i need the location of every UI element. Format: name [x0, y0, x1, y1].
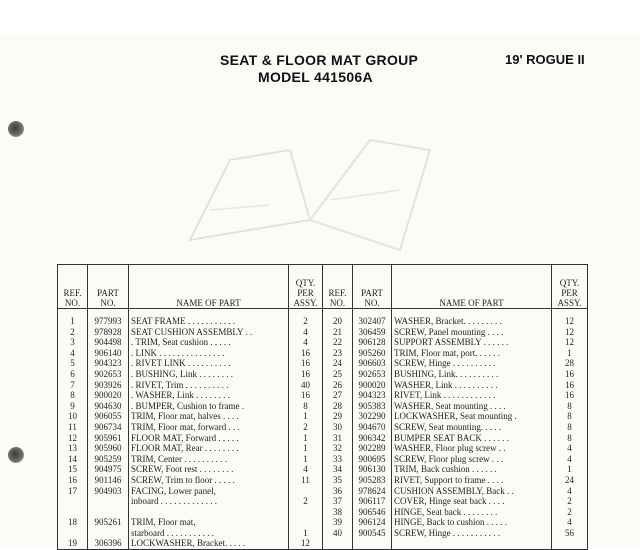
- part-no-cell: 904670: [353, 422, 392, 433]
- part-name-cell: BUMPER SEAT BACK . . . . . .: [392, 433, 552, 444]
- part-name-cell: SCREW, Hinge . . . . . . . . . .: [392, 358, 552, 369]
- qty-cell: 4: [289, 464, 323, 475]
- part-name-cell: . RIVET LINK . . . . . . . . . .: [129, 358, 289, 369]
- part-name-cell: WASHER, Bracket. . . . . . . . .: [392, 309, 552, 327]
- ref-no-cell: 34: [323, 464, 353, 475]
- part-name-cell: SCREW, Hinge . . . . . . . . . . .: [392, 528, 552, 539]
- ref-no-cell: 38: [323, 507, 353, 518]
- part-no-cell: [353, 538, 392, 549]
- part-name-cell: WASHER, Seat mounting . . . .: [392, 401, 552, 412]
- part-no-cell: 906130: [353, 464, 392, 475]
- part-no-cell: 905961: [88, 433, 129, 444]
- part-no-cell: [88, 528, 129, 539]
- table-row: [58, 486, 588, 497]
- table-row: [58, 422, 588, 433]
- qty-cell: 4: [552, 443, 588, 454]
- part-name-cell: inboard . . . . . . . . . . . . .: [129, 496, 289, 507]
- qty-cell: 24: [552, 475, 588, 486]
- qty-cell: 2: [552, 507, 588, 518]
- qty-cell: [289, 517, 323, 528]
- qty-cell: 12: [552, 327, 588, 338]
- qty-header: QTY. PER ASSY.: [289, 265, 323, 309]
- ref-no-cell: [323, 538, 353, 549]
- part-no-cell: 900020: [353, 380, 392, 391]
- ref-no-cell: 13: [58, 443, 88, 454]
- part-no-cell: 904323: [353, 390, 392, 401]
- part-no-cell: 302407: [353, 309, 392, 327]
- table-row: [58, 348, 588, 359]
- table-row: [58, 464, 588, 475]
- part-name-cell: HINGE, Seat back . . . . . . . .: [392, 507, 552, 518]
- part-name-cell: WASHER, Link . . . . . . . . . .: [392, 380, 552, 391]
- ref-no-cell: 26: [323, 380, 353, 391]
- ref-no-cell: 29: [323, 411, 353, 422]
- part-name-cell: SCREW, Foot rest . . . . . . . .: [129, 464, 289, 475]
- qty-cell: 1: [552, 348, 588, 359]
- table-row: [58, 496, 588, 507]
- ref-no-cell: 21: [323, 327, 353, 338]
- qty-cell: 2: [552, 496, 588, 507]
- part-no-cell: 906124: [353, 517, 392, 528]
- ref-no-cell: 5: [58, 358, 88, 369]
- qty-cell: 40: [289, 380, 323, 391]
- ref-no-cell: 4: [58, 348, 88, 359]
- part-no-cell: 906128: [353, 337, 392, 348]
- punch-hole-icon: [8, 447, 24, 463]
- part-name-cell: SCREW, Floor plug screw . . .: [392, 454, 552, 465]
- part-no-cell: 906117: [353, 496, 392, 507]
- part-no-cell: 905960: [88, 443, 129, 454]
- qty-cell: [289, 507, 323, 518]
- ref-no-cell: 40: [323, 528, 353, 539]
- qty-cell: 4: [289, 337, 323, 348]
- ref-no-cell: 17: [58, 486, 88, 497]
- table-row: [58, 369, 588, 380]
- table-row: [58, 528, 588, 539]
- ref-no-cell: 35: [323, 475, 353, 486]
- ref-no-header: REF. NO.: [58, 265, 88, 309]
- part-name-cell: . LINK . . . . . . . . . . . . . . .: [129, 348, 289, 359]
- table-row: [58, 390, 588, 401]
- qty-cell: [289, 486, 323, 497]
- part-no-cell: 978928: [88, 327, 129, 338]
- part-name-cell: TRIM, Floor mat,: [129, 517, 289, 528]
- table-row: [58, 309, 588, 327]
- qty-cell: 11: [289, 475, 323, 486]
- part-name-cell: TRIM, Center . . . . . . . . . .: [129, 454, 289, 465]
- part-name-cell: starboard . . . . . . . . . . .: [129, 528, 289, 539]
- part-name-cell: TRIM, Floor mat, forward . . .: [129, 422, 289, 433]
- part-name-cell: RIVET, Support to frame . . . .: [392, 475, 552, 486]
- table-row: [58, 475, 588, 486]
- qty-cell: 16: [289, 390, 323, 401]
- part-no-cell: 906734: [88, 422, 129, 433]
- table-row: [58, 337, 588, 348]
- qty-cell: 56: [552, 528, 588, 539]
- qty-cell: 12: [552, 309, 588, 327]
- ref-no-cell: 32: [323, 443, 353, 454]
- part-name-cell: FLOOR MAT, Forward . . . . .: [129, 433, 289, 444]
- qty-cell: 16: [289, 348, 323, 359]
- qty-cell: 4: [552, 486, 588, 497]
- table-row: [58, 327, 588, 338]
- ref-no-cell: 11: [58, 422, 88, 433]
- ref-no-cell: 10: [58, 411, 88, 422]
- part-name-cell: . BUSHING, Link . . . . . . . .: [129, 369, 289, 380]
- ref-no-cell: 24: [323, 358, 353, 369]
- table-header-row: [58, 265, 588, 309]
- qty-cell: 28: [552, 358, 588, 369]
- ref-no-cell: 37: [323, 496, 353, 507]
- part-name-cell: FACING, Lower panel,: [129, 486, 289, 497]
- ref-no-cell: 9: [58, 401, 88, 412]
- ref-no-cell: 19: [58, 538, 88, 549]
- part-no-cell: [88, 507, 129, 518]
- part-no-cell: 905383: [353, 401, 392, 412]
- part-no-cell: 900020: [88, 390, 129, 401]
- qty-cell: 1: [289, 433, 323, 444]
- qty-cell: 16: [289, 358, 323, 369]
- part-no-cell: 904975: [88, 464, 129, 475]
- part-no-cell: 906342: [353, 433, 392, 444]
- table-row: [58, 443, 588, 454]
- ref-no-cell: [58, 496, 88, 507]
- part-no-cell: 978624: [353, 486, 392, 497]
- part-name-cell: TRIM, Back cushion . . . . . .: [392, 464, 552, 475]
- parts-table: [57, 264, 588, 550]
- boat-model-tag: 19' ROGUE II: [505, 52, 585, 67]
- part-name-cell: LOCKWASHER, Seat mounting .: [392, 411, 552, 422]
- part-name-cell: TRIM, Floor mat, halves . . . .: [129, 411, 289, 422]
- part-no-cell: 902289: [353, 443, 392, 454]
- part-name-cell: SEAT FRAME . . . . . . . . . . .: [129, 309, 289, 327]
- qty-cell: 16: [552, 390, 588, 401]
- qty-cell: 12: [289, 538, 323, 549]
- ref-no-cell: 3: [58, 337, 88, 348]
- parts-table-body: [58, 309, 588, 550]
- part-no-cell: 903926: [88, 380, 129, 391]
- part-name-cell: . TRIM, Seat cushion . . . . .: [129, 337, 289, 348]
- part-name-cell: HINGE, Back to cushion . . . . .: [392, 517, 552, 528]
- ref-no-cell: 23: [323, 348, 353, 359]
- part-no-cell: 906546: [353, 507, 392, 518]
- ref-no-cell: 8: [58, 390, 88, 401]
- part-no-header: PART NO.: [88, 265, 129, 309]
- table-row: [58, 380, 588, 391]
- ref-no-cell: 30: [323, 422, 353, 433]
- part-no-cell: 902653: [353, 369, 392, 380]
- table-row: [58, 454, 588, 465]
- part-name-header: NAME OF PART: [129, 265, 289, 309]
- part-name-cell: SCREW, Trim to floor . . . . .: [129, 475, 289, 486]
- qty-cell: 4: [552, 454, 588, 465]
- part-name-cell: [392, 538, 552, 549]
- ref-no-cell: [58, 507, 88, 518]
- part-no-cell: [88, 496, 129, 507]
- part-no-cell: 905259: [88, 454, 129, 465]
- part-no-cell: 905260: [353, 348, 392, 359]
- qty-cell: 8: [552, 422, 588, 433]
- model-number: MODEL 441506A: [258, 69, 373, 85]
- ref-no-cell: [58, 528, 88, 539]
- qty-cell: 4: [289, 327, 323, 338]
- part-name-cell: RIVET, Link . . . . . . . . . . . .: [392, 390, 552, 401]
- ref-no-cell: 27: [323, 390, 353, 401]
- part-no-cell: 905283: [353, 475, 392, 486]
- qty-cell: 8: [552, 401, 588, 412]
- qty-cell: 1: [289, 411, 323, 422]
- ref-no-cell: 22: [323, 337, 353, 348]
- ref-no-cell: 1: [58, 309, 88, 327]
- ref-no-cell: 7: [58, 380, 88, 391]
- table-row: [58, 401, 588, 412]
- ref-no-cell: 18: [58, 517, 88, 528]
- part-name-cell: WASHER, Floor plug screw . .: [392, 443, 552, 454]
- qty-cell: 8: [552, 411, 588, 422]
- part-no-cell: 906055: [88, 411, 129, 422]
- part-name-cell: . WASHER, Link . . . . . . . .: [129, 390, 289, 401]
- part-name-cell: SEAT CUSHION ASSEMBLY . .: [129, 327, 289, 338]
- qty-cell: 1: [552, 464, 588, 475]
- part-no-cell: 904903: [88, 486, 129, 497]
- qty-header: QTY. PER ASSY.: [552, 265, 588, 309]
- part-no-cell: 904498: [88, 337, 129, 348]
- part-no-cell: 302290: [353, 411, 392, 422]
- ref-no-cell: 16: [58, 475, 88, 486]
- part-name-cell: SCREW, Panel mounting . . . .: [392, 327, 552, 338]
- qty-cell: 16: [552, 380, 588, 391]
- part-no-cell: 904323: [88, 358, 129, 369]
- part-no-cell: 901146: [88, 475, 129, 486]
- ref-no-cell: 25: [323, 369, 353, 380]
- ref-no-header: REF. NO.: [323, 265, 353, 309]
- table-row: [58, 507, 588, 518]
- part-no-cell: 902653: [88, 369, 129, 380]
- part-name-cell: CUSHION ASSEMBLY, Back . .: [392, 486, 552, 497]
- ref-no-cell: 15: [58, 464, 88, 475]
- qty-cell: [552, 538, 588, 549]
- qty-cell: 2: [289, 496, 323, 507]
- ref-no-cell: 14: [58, 454, 88, 465]
- ref-no-cell: 20: [323, 309, 353, 327]
- part-no-header: PART NO.: [353, 265, 392, 309]
- part-name-cell: SCREW, Seat mounting. . . . .: [392, 422, 552, 433]
- part-name-cell: COVER, Hinge seat back . . . .: [392, 496, 552, 507]
- qty-cell: 4: [552, 517, 588, 528]
- table-row: [58, 517, 588, 528]
- ref-no-cell: 2: [58, 327, 88, 338]
- ref-no-cell: 33: [323, 454, 353, 465]
- part-no-cell: 306459: [353, 327, 392, 338]
- part-name-cell: LOCKWASHER, Bracket. . . . .: [129, 538, 289, 549]
- part-name-cell: BUSHING, Link. . . . . . . . . .: [392, 369, 552, 380]
- ref-no-cell: 6: [58, 369, 88, 380]
- qty-cell: 8: [289, 401, 323, 412]
- part-no-cell: 904630: [88, 401, 129, 412]
- qty-cell: 8: [552, 433, 588, 444]
- punch-hole-icon: [8, 121, 24, 137]
- part-no-cell: 906603: [353, 358, 392, 369]
- qty-cell: 1: [289, 528, 323, 539]
- table-row: [58, 433, 588, 444]
- qty-cell: 2: [289, 309, 323, 327]
- part-name-cell: TRIM, Floor mat, port. . . . . .: [392, 348, 552, 359]
- qty-cell: 16: [289, 369, 323, 380]
- part-no-cell: 306396: [88, 538, 129, 549]
- part-no-cell: 900545: [353, 528, 392, 539]
- ref-no-cell: 12: [58, 433, 88, 444]
- ref-no-cell: 36: [323, 486, 353, 497]
- part-no-cell: 906140: [88, 348, 129, 359]
- qty-cell: 1: [289, 454, 323, 465]
- table-row: [58, 538, 588, 549]
- table-row: [58, 358, 588, 369]
- ref-no-cell: 39: [323, 517, 353, 528]
- part-name-cell: . RIVET, Trim . . . . . . . . . .: [129, 380, 289, 391]
- qty-cell: 16: [552, 369, 588, 380]
- part-name-cell: . BUMPER, Cushion to frame .: [129, 401, 289, 412]
- page-top-margin: [0, 0, 640, 34]
- qty-cell: 2: [289, 422, 323, 433]
- faded-seat-illustration: [150, 120, 470, 270]
- qty-cell: 1: [289, 443, 323, 454]
- page-title: SEAT & FLOOR MAT GROUP: [220, 52, 419, 68]
- part-name-cell: [129, 507, 289, 518]
- qty-cell: 12: [552, 337, 588, 348]
- part-no-cell: 900695: [353, 454, 392, 465]
- part-no-cell: 905261: [88, 517, 129, 528]
- part-no-cell: 977993: [88, 309, 129, 327]
- part-name-cell: SUPPORT ASSEMBLY . . . . . .: [392, 337, 552, 348]
- ref-no-cell: 28: [323, 401, 353, 412]
- part-name-cell: FLOOR MAT, Rear . . . . . . . .: [129, 443, 289, 454]
- ref-no-cell: 31: [323, 433, 353, 444]
- part-name-header: NAME OF PART: [392, 265, 552, 309]
- table-row: [58, 411, 588, 422]
